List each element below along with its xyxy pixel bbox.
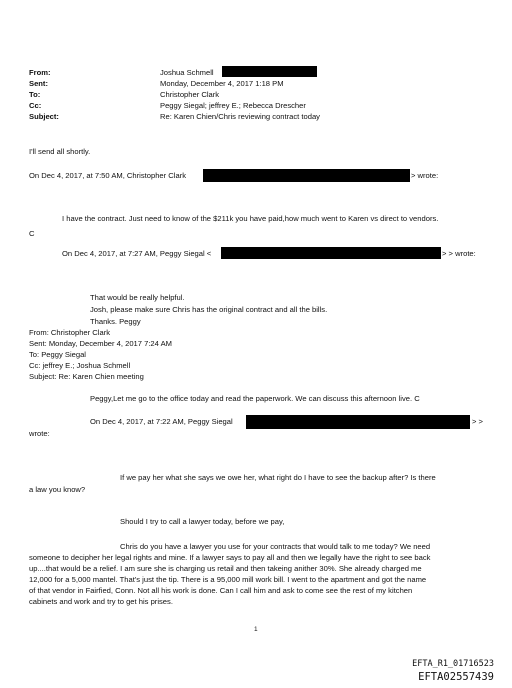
- fwd-subject: Subject: Re: Karen Chien meeting: [29, 372, 144, 381]
- body-line-19: Should I try to call a lawyer today, before we pay,: [120, 517, 285, 526]
- bates-code-1: EFTA_R1_01716523: [412, 659, 494, 669]
- quote-intro-clark: On Dec 4, 2017, at 7:50 AM, Christopher Clark: [29, 171, 187, 180]
- body-line-7: Josh, please make sure Chris has the original contract and all the bills.: [90, 305, 328, 314]
- quote-intro-siegal-2: On Dec 4, 2017, at 7:22 AM, Peggy Siegal: [90, 417, 233, 426]
- body-line-6: That would be really helpful.: [90, 293, 185, 302]
- page-number: 1: [254, 626, 258, 633]
- to-label: To:: [29, 90, 41, 99]
- paragraph-line-6: cabinets and work and try to get his prises.: [29, 597, 173, 606]
- paragraph-line-3: up....that would be a relief. I am sure she is charging us retail and then takeing anither 30%. She already charged me: [29, 564, 422, 573]
- paragraph-line-2: someone to decipher her legal rights and mine. If a lawyer says to pay all and then we legally have the right to see back: [29, 553, 431, 562]
- paragraph-line-5: of that vendor in Fairfied, Conn. Not all his work is done. Can I call him and ask to come see the rest of my kitchen: [29, 586, 413, 595]
- body-line-3: I have the contract. Just need to know of the $211k you have paid,how much went to Karen vs direct to vendors.: [62, 214, 439, 223]
- body-line-17: If we pay her what she says we owe her, what right do I have to see the backup after? Is there: [120, 473, 436, 482]
- redaction-box: [246, 415, 470, 429]
- quote-intro-siegal-2-end: > >: [472, 417, 483, 426]
- redaction-box: [222, 66, 317, 77]
- subject-label: Subject:: [29, 112, 59, 121]
- from-label: From:: [29, 68, 51, 77]
- cc-value: Peggy Siegal; jeffrey E.; Rebecca Drescher: [160, 101, 306, 110]
- fwd-sent: Sent: Monday, December 4, 2017 7:24 AM: [29, 339, 172, 348]
- to-value: Christopher Clark: [160, 90, 220, 99]
- body-line-16: wrote:: [29, 429, 50, 438]
- quote-intro-siegal-1-end: > > wrote:: [442, 249, 476, 258]
- quote-intro-siegal-1: On Dec 4, 2017, at 7:27 AM, Peggy Siegal <: [62, 249, 212, 258]
- paragraph-line-1: Chris do you have a lawyer you use for your contracts that would talk to me today? We need: [120, 542, 431, 551]
- from-value: Joshua Schmell: [160, 68, 214, 77]
- body-line-18: a law you know?: [29, 485, 86, 494]
- sent-label: Sent:: [29, 79, 48, 88]
- cc-label: Cc:: [29, 101, 42, 110]
- subject-value: Re: Karen Chien/Chris reviewing contract today: [160, 112, 320, 121]
- redaction-box: [203, 169, 410, 182]
- body-line-8: Thanks. Peggy: [90, 317, 141, 326]
- redaction-box: [221, 247, 441, 259]
- body-line-4: C: [29, 229, 35, 238]
- paragraph-line-4: 12,000 for a 5,000 mantel. That's just the tip. There is a 95,000 mill work bill. I went to the apartment and got the name: [29, 575, 427, 584]
- body-line-14: Peggy,Let me go to the office today and read the paperwork. We can discuss this afternoon live. C: [90, 394, 420, 403]
- bates-code-2: EFTA02557439: [418, 671, 494, 683]
- fwd-to: To: Peggy Siegal: [29, 350, 86, 359]
- quote-intro-clark-end: > wrote:: [411, 171, 439, 180]
- body-line-1: I'll send all shortly.: [29, 147, 91, 156]
- fwd-from: From: Christopher Clark: [29, 328, 111, 337]
- fwd-cc: Cc: jeffrey E.; Joshua Schmell: [29, 361, 131, 370]
- sent-value: Monday, December 4, 2017 1:18 PM: [160, 79, 284, 88]
